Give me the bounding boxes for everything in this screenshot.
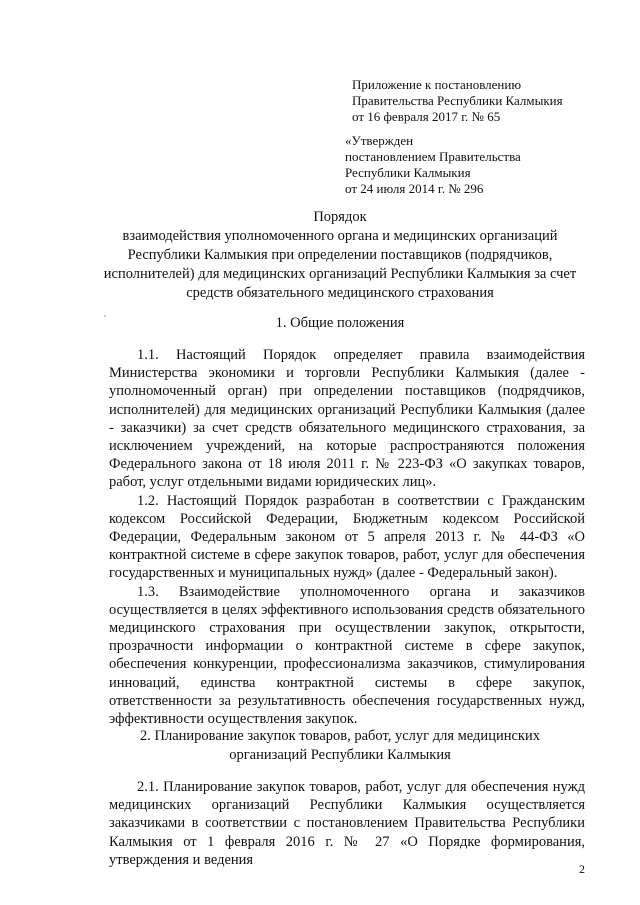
paragraph-1-1: 1.1. Настоящий Порядок определяет правила взаимодействия Министерства экономики и торговли Республики Калмыкия (далее - уполномоченный орган) при определении поставщиков (подрядчиков, исполнителей) для медицинских организаций Республики Калмыкия (далее - заказчики) за счет средств обязательного медицинского страхования, за исключением учреждений, на которые распространяются положения Федерального закона от 18 июля 2011 г. № 223-ФЗ «О закупках товаров, работ, услуг отдельными видами юридических лиц». — [109, 347, 585, 491]
section-heading-general — [80, 314, 600, 333]
approval-note — [345, 133, 595, 197]
section-heading-line: организаций Республики Калмыкия — [229, 747, 451, 763]
title-line: Республики Калмыкия при определении поставщиков (подрядчиков, — [127, 247, 553, 263]
approval-line: от 24 июля 2014 г. № 296 — [345, 181, 484, 196]
title-line: средств обязательного медицинского страхования — [186, 285, 494, 301]
paragraph-1-2: 1.2. Настоящий Порядок разработан в соответствии с Гражданским кодексом Российской Федерации, Бюджетным кодексом Российской Федерации, Федеральным законом от 5 апреля 2013 г. № 44-ФЗ «О контрактной системе в сфере закупок товаров, работ, услуг для обеспечения государственных и муниципальных нужд» (далее - Федеральный закон). — [109, 492, 585, 582]
approval-line: «Утвержден — [345, 133, 414, 148]
section-body-general — [109, 346, 585, 728]
appendix-note — [352, 77, 592, 125]
page-number: 2 — [579, 862, 585, 876]
title-line: взаимодействия уполномоченного органа и медицинских организаций — [122, 228, 558, 244]
title-heading: Порядок — [313, 209, 367, 225]
paragraph-2-1: 2.1. Планирование закупок товаров, работ, услуг для обеспечения нужд медицинских организаций Республики Калмыкия осуществляется заказчиками в соответствии с постановлением Правительства Республики Калмыкия от 1 февраля 2016 г. № 27 «О Порядке формирования, утверждения и ведения — [109, 779, 585, 868]
document-title — [80, 208, 600, 303]
paragraph-1-3: 1.3. Взаимодействие уполномоченного органа и заказчиков осуществляется в целях эффективного использования средств обязательного медицинского страхования при осуществлении закупок, открытости, прозрачности информации о контрактной системе в сфере закупок, обеспечения конкуренции, профессионализма заказчиков, стимулирования инноваций, единства контрактной системы в сфере закупок, ответственности за результативность обеспечения государственных нужд, эффективности осуществления закупок. — [109, 583, 585, 728]
section-heading-planning — [80, 727, 600, 765]
section-heading-line: 2. Планирование закупок товаров, работ, услуг для медицинских — [140, 728, 540, 744]
appendix-line: Приложение к постановлению — [352, 77, 522, 92]
approval-line: постановлением Правительства — [345, 149, 521, 164]
approval-line: Республики Калмыкия — [345, 165, 471, 180]
appendix-line: от 16 февраля 2017 г. № 65 — [352, 109, 501, 124]
section-body-planning — [109, 778, 585, 869]
section-heading-line: 1. Общие положения — [275, 315, 405, 331]
title-line: исполнителей) для медицинских организаций Республики Калмыкия за счет — [103, 266, 577, 282]
appendix-line: Правительства Республики Калмыкия — [352, 93, 563, 108]
